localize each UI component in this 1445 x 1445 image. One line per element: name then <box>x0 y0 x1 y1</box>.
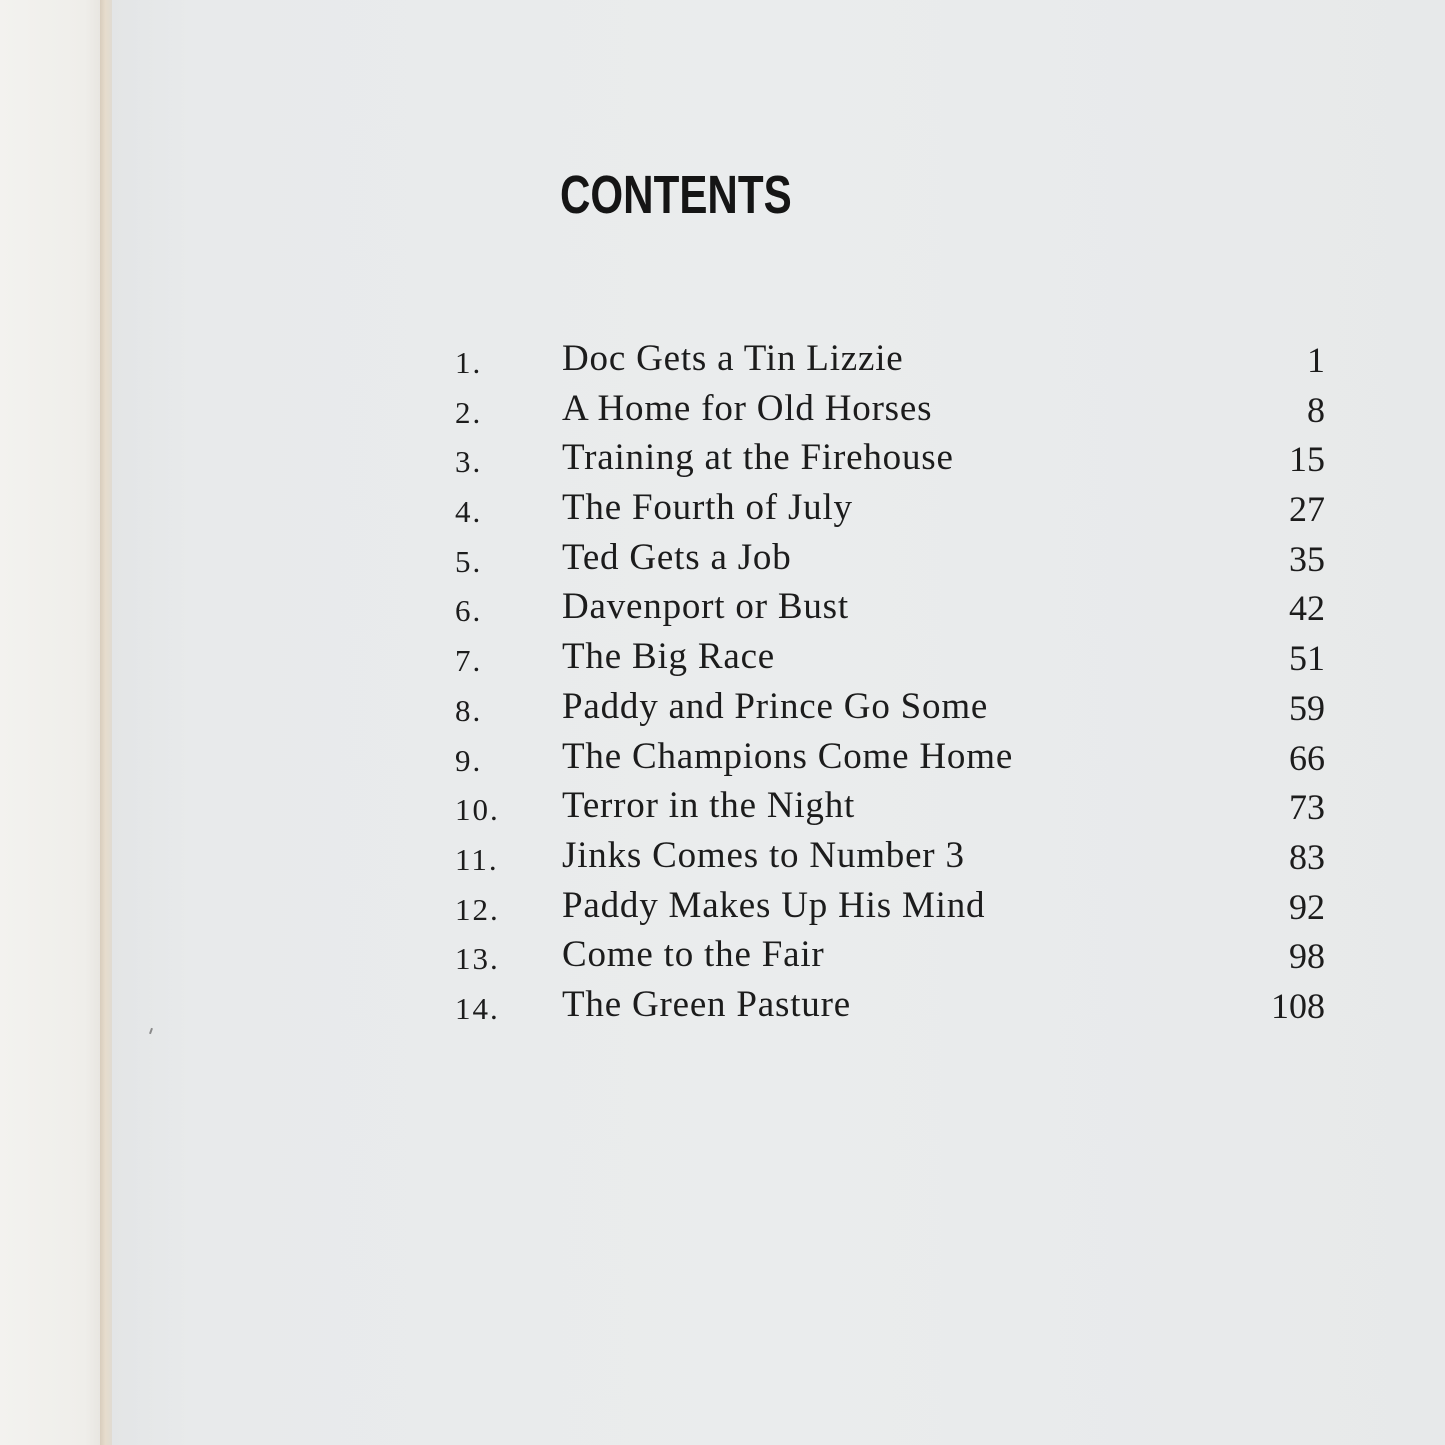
chapter-title: A Home for Old Horses <box>562 387 933 429</box>
chapter-number: 1. <box>455 345 483 380</box>
chapter-number: 2. <box>455 394 483 430</box>
table-of-contents <box>455 334 1335 1030</box>
chapter-title: Doc Gets a Tin Lizzie <box>562 338 904 379</box>
chapter-page-number: 98 <box>1289 936 1325 977</box>
chapter-number: 10. <box>455 792 500 828</box>
chapter-title: Ted Gets a Job <box>562 536 792 578</box>
chapter-title: Come to the Fair <box>562 934 825 976</box>
toc-entry <box>455 582 1335 632</box>
chapter-title: Paddy Makes Up His Mind <box>562 884 986 926</box>
chapter-number: 7. <box>455 643 483 679</box>
toc-entry <box>455 781 1335 831</box>
toc-entry <box>455 433 1335 483</box>
chapter-page-number: 27 <box>1289 489 1325 530</box>
chapter-title: The Green Pasture <box>562 983 851 1025</box>
chapter-number: 12. <box>455 891 500 927</box>
chapter-number: 8. <box>455 692 483 728</box>
toc-entry <box>455 632 1335 682</box>
chapter-page-number: 83 <box>1289 836 1325 877</box>
chapter-page-number: 8 <box>1307 389 1325 430</box>
chapter-number: 13. <box>455 941 500 977</box>
toc-entry <box>455 881 1335 931</box>
chapter-page-number: 35 <box>1289 538 1325 579</box>
chapter-title: The Fourth of July <box>562 487 853 529</box>
chapter-page-number: 108 <box>1271 985 1325 1026</box>
chapter-number: 11. <box>455 841 499 877</box>
chapter-title: Terror in the Night <box>562 785 856 827</box>
chapter-page-number: 59 <box>1289 687 1325 728</box>
chapter-number: 9. <box>455 742 483 778</box>
facing-page-margin <box>0 0 100 1445</box>
toc-entry <box>455 533 1335 583</box>
toc-entry <box>455 384 1335 434</box>
toc-entry <box>455 732 1335 782</box>
chapter-number: 14. <box>455 990 500 1026</box>
chapter-title: Training at the Firehouse <box>562 437 954 479</box>
chapter-number: 3. <box>455 444 483 480</box>
toc-entry <box>455 980 1335 1030</box>
toc-entry <box>455 930 1335 980</box>
chapter-page-number: 42 <box>1289 588 1325 629</box>
chapter-page-number: 1 <box>1307 340 1325 380</box>
chapter-page-number: 66 <box>1289 737 1325 778</box>
chapter-title: Paddy and Prince Go Some <box>562 685 989 727</box>
toc-entry <box>455 682 1335 732</box>
toc-entry <box>455 483 1335 533</box>
chapter-title: The Champions Come Home <box>562 735 1014 777</box>
chapter-title: The Big Race <box>562 636 776 678</box>
chapter-page-number: 15 <box>1289 439 1325 480</box>
page-gutter-edge <box>100 0 112 1445</box>
chapter-page-number: 51 <box>1289 638 1325 679</box>
chapter-title: Jinks Comes to Number 3 <box>562 834 965 876</box>
contents-heading: CONTENTS <box>560 165 792 225</box>
chapter-number: 5. <box>455 543 483 579</box>
chapter-number: 6. <box>455 593 483 629</box>
chapter-page-number: 73 <box>1289 787 1325 828</box>
chapter-page-number: 92 <box>1289 886 1325 927</box>
chapter-number: 4. <box>455 494 483 530</box>
toc-entry <box>455 334 1335 384</box>
toc-entry <box>455 831 1335 881</box>
chapter-title: Davenport or Bust <box>562 586 849 628</box>
